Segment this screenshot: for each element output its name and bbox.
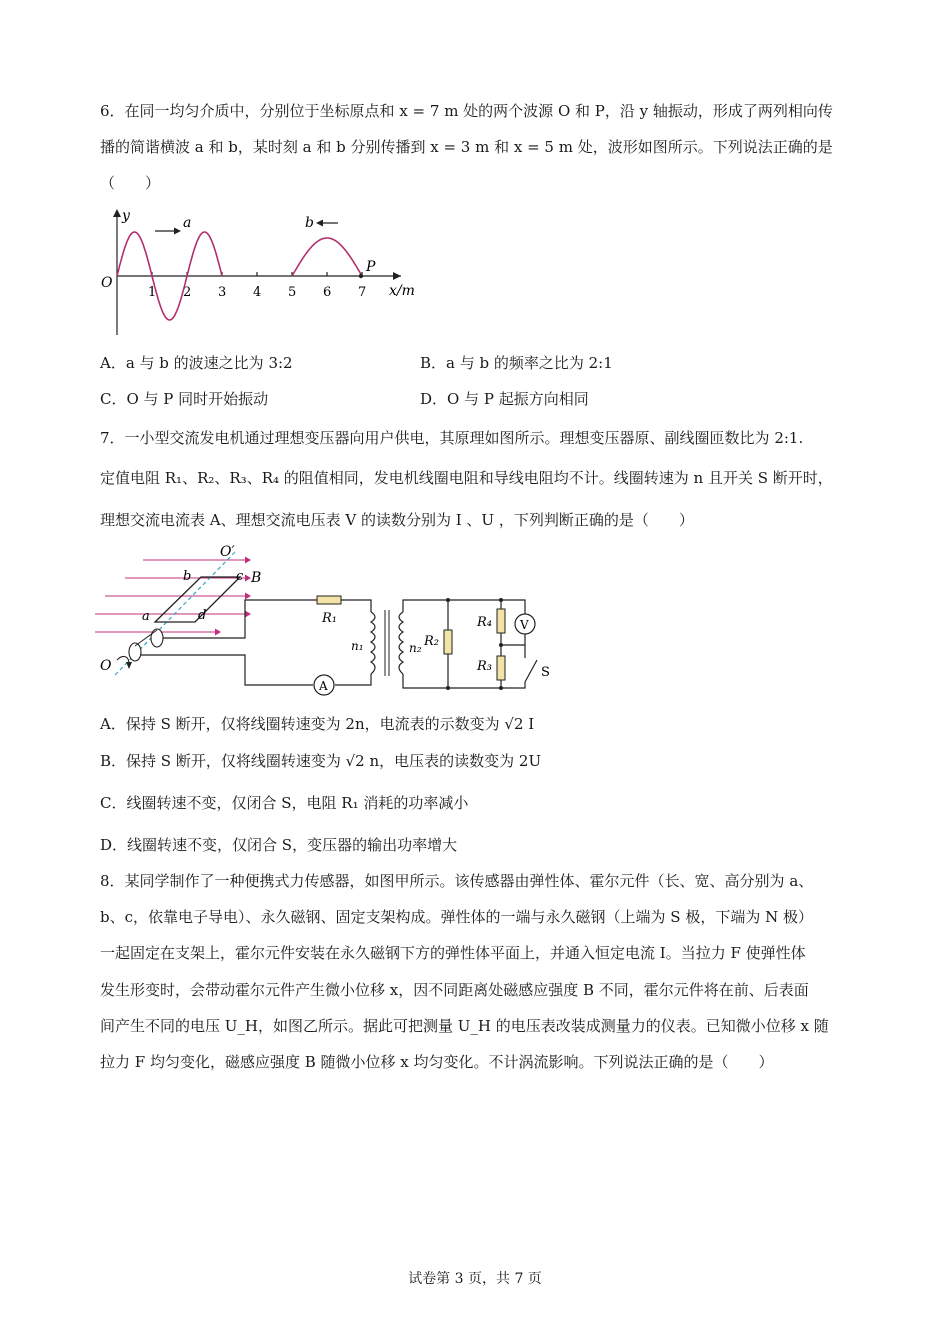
q6-wave-b-label: b — [305, 215, 314, 231]
q6-source-label: P — [366, 259, 376, 275]
q7-primary-coil — [371, 612, 375, 674]
q7-voltmeter-wire — [501, 634, 525, 645]
q7-rotation-arrowhead — [126, 662, 132, 669]
q6-wave-a-arrowhead — [174, 228, 181, 235]
q6-tick-label: 3 — [218, 285, 227, 300]
q7-option-a[interactable]: A．保持 S 断开，仅将线圈转速变为 2n，电流表的示数变为 √2 I — [100, 715, 535, 733]
q7-resistor-r3 — [497, 656, 505, 680]
q7-secondary-wire-bottom — [403, 674, 525, 688]
page-footer: 试卷第 3 页，共 7 页 — [408, 1271, 542, 1287]
q7-stem-line-3: 理想交流电流表 A、理想交流电压表 V 的读数分别为 I 、U ，下列判断正确的是（ ） — [100, 511, 694, 529]
q7-switch-blade[interactable] — [525, 660, 537, 682]
q7-primary-wire-bottom-2 — [335, 674, 371, 685]
q7-resistor-r4 — [497, 609, 505, 633]
q7-n2-label: n₂ — [409, 641, 422, 655]
q8-stem-line-5: 间产生不同的电压 U_H，如图乙所示。据此可把测量 U_H 的电压表改装成测量力的仪表。已知微小位移 x 随 — [100, 1017, 829, 1035]
q7-primary-wire-bottom — [141, 655, 313, 685]
q6-x-label: x/m — [389, 283, 415, 299]
q7-switch-label: S — [541, 665, 550, 680]
q6-wave-a-label: a — [183, 215, 192, 231]
q8-stem-line-2: b、c，依靠电子导电）、永久磁钢、固定支架构成。弹性体的一端与永久磁钢（上端为 S 极，下端为 N 极） — [100, 908, 813, 926]
q7-ammeter-label: A — [319, 679, 328, 693]
q6-x-axis-arrow — [393, 272, 401, 280]
q7-node-1 — [446, 598, 450, 602]
q7-secondary-wire-top — [403, 600, 525, 614]
q6-tick-label: 4 — [253, 285, 262, 300]
q7-primary-wire-top-2 — [341, 600, 371, 612]
q6-y-axis-arrow — [113, 209, 121, 217]
q6-y-label: y — [122, 208, 130, 224]
q6-stem-line-3: （ ） — [100, 174, 161, 192]
q7-option-c[interactable]: C．线圈转速不变，仅闭合 S，电阻 R₁ 消耗的功率减小 — [100, 794, 469, 812]
q6-stem-line-2: 播的简谐横波 a 和 b，某时刻 a 和 b 分别传播到 x = 3 m 和 x = 5 m 处，波形如图所示。下列说法正确的是 — [100, 138, 833, 156]
q7-resistor-r2 — [444, 630, 452, 654]
q7-secondary-coil — [399, 612, 403, 674]
q7-r3-label: R₃ — [477, 659, 492, 674]
q6-origin-label: O — [101, 275, 113, 291]
q7-node-4 — [499, 686, 503, 690]
q7-option-d[interactable]: D．线圈转速不变，仅闭合 S，变压器的输出功率增大 — [100, 836, 458, 854]
q7-field-arrowhead — [245, 611, 251, 618]
q7-coil-corner-a: a — [142, 609, 150, 624]
q8-stem-line-1: 8．某同学制作了一种便携式力传感器，如图甲所示。该传感器由弹性体、霍尔元件（长、宽、高分别为 a、 — [100, 872, 814, 890]
q6-tick-label: 6 — [323, 285, 332, 300]
q7-field-arrowhead — [215, 629, 221, 636]
q6-tick-label: 1 — [148, 285, 157, 300]
q7-axis-bottom-label: O — [100, 658, 112, 674]
q6-wave-b-curve — [292, 238, 362, 276]
q7-n1-label: n₁ — [351, 639, 364, 653]
q7-stem-line-2: 定值电阻 R₁、R₂、R₃、R₄ 的阻值相同，发电机线圈电阻和导线电阻均不计。线圈转速为 n 且开关 S 断开时， — [100, 469, 833, 487]
q7-node-3 — [499, 598, 503, 602]
q7-slip-ring-1 — [151, 629, 163, 647]
q6-tick-label: 5 — [288, 285, 297, 300]
q7-field-arrowhead — [245, 557, 251, 564]
q7-field-arrowhead — [245, 593, 251, 600]
q7-axis-top-label: O′ — [220, 544, 235, 560]
q8-stem-line-4: 发生形变时，会带动霍尔元件产生微小位移 x，因不同距离处磁感应强度 B 不同，霍尔元件将在前、后表面 — [100, 981, 809, 999]
q7-r4-label: R₄ — [477, 615, 492, 630]
q7-voltmeter-label: V — [520, 618, 529, 632]
q7-stem-line-1: 7．一小型交流发电机通过理想变压器向用户供电，其原理如图所示。理想变压器原、副线圈匝数比为 2:1. — [100, 429, 804, 447]
q8-stem-line-6: 拉力 F 均匀变化，磁感应强度 B 随微小位移 x 均匀变化。不计涡流影响。下列说法正确的是（ ） — [100, 1053, 774, 1071]
q7-coil-corner-c: c — [236, 569, 244, 584]
q6-option-d[interactable]: D．O 与 P 起振方向相同 — [420, 390, 589, 408]
q6-source-point — [359, 274, 363, 278]
q6-option-b[interactable]: B．a 与 b 的频率之比为 2:1 — [420, 354, 613, 372]
q8-stem-line-3: 一起固定在支架上，霍尔元件安装在永久磁钢下方的弹性体平面上，并通入恒定电流 I。当拉力 F 使弹性体 — [100, 944, 806, 962]
q7-node-2 — [446, 686, 450, 690]
q6-option-a[interactable]: A．a 与 b 的波速之比为 3:2 — [100, 354, 293, 372]
q7-r2-label: R₂ — [424, 634, 439, 649]
q7-coil-corner-d: d — [198, 608, 207, 623]
q6-tick-label: 2 — [183, 285, 192, 300]
q7-field-label: B — [251, 570, 262, 586]
q7-circuit-figure — [95, 542, 565, 700]
q6-wave-b-arrowhead — [316, 220, 323, 227]
q6-tick-label: 7 — [358, 285, 367, 300]
q7-r1-label: R₁ — [322, 611, 337, 626]
q6-option-c[interactable]: C．O 与 P 同时开始振动 — [100, 390, 269, 408]
q7-resistor-r1 — [317, 596, 341, 604]
q6-stem-line-1: 6．在同一均匀介质中，分别位于坐标原点和 x = 7 m 处的两个波源 O 和 P，沿 y 轴振动，形成了两列相向传 — [100, 102, 833, 120]
q7-coil-corner-b: b — [183, 569, 192, 584]
q6-wave-figure — [95, 205, 425, 340]
q7-option-b[interactable]: B．保持 S 断开，仅将线圈转速变为 √2 n，电压表的读数变为 2U — [100, 752, 542, 770]
q7-field-lines — [95, 557, 251, 636]
